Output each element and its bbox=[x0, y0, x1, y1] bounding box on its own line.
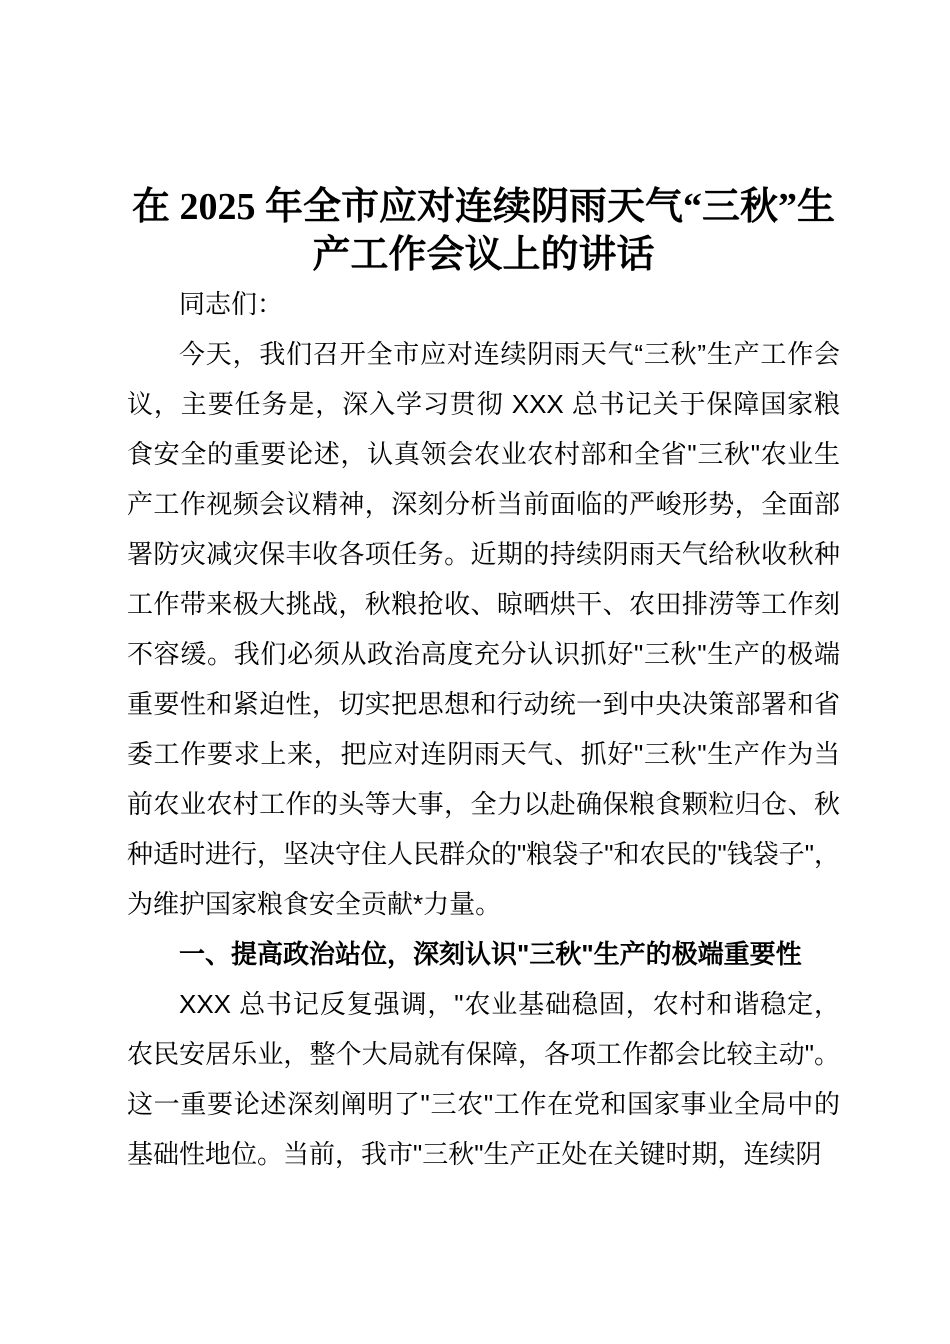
document-body bbox=[127, 279, 840, 1179]
document-title: 在 2025 年全市应对连续阴雨天气“三秋”生产工作会议上的讲话 bbox=[131, 186, 835, 276]
section-1-heading: 一、提高政治站位，深刻认识"三秋"生产的极端重要性 bbox=[179, 939, 802, 969]
greeting-line: 同志们： bbox=[179, 289, 284, 319]
section-1-paragraph: XXX 总书记反复强调，"农业基础稳固，农村和谐稳定，农民安居乐业，整个大局就有保障，各项工作都会比较主动"。这一重要论述深刻阐明了"三农"工作在党和国家事业全局中的基础性地位。当前，我市"三秋"生产正处在关键时期，连续阴 bbox=[127, 989, 840, 1169]
opening-paragraph: 今天，我们召开全市应对连续阴雨天气“三秋”生产工作会议，主要任务是，深入学习贯彻 XXX 总书记关于保障国家粮食安全的重要论述，认真领会农业农村部和全省"三秋"农业生产工作视频会议精神，深刻分析当前面临的严峻形势，全面部署防灾减灾保丰收各项任务。近期的持续阴雨天气给秋收秋种工作带来极大挑战，秋粮抢收、晾晒烘干、农田排涝等工作刻不容缓。我们必须从政治高度充分认识抓好"三秋"生产的极端重要性和紧迫性，切实把思想和行动统一到中央决策部署和省委工作要求上来，把应对连阴雨天气、抓好"三秋"生产作为当前农业农村工作的头等大事，全力以赴确保粮食颗粒归仓、秋种适时进行，坚决守住人民群众的"粮袋子"和农民的"钱袋子"，为维护国家粮食安全贡献*力量。 bbox=[127, 339, 840, 919]
